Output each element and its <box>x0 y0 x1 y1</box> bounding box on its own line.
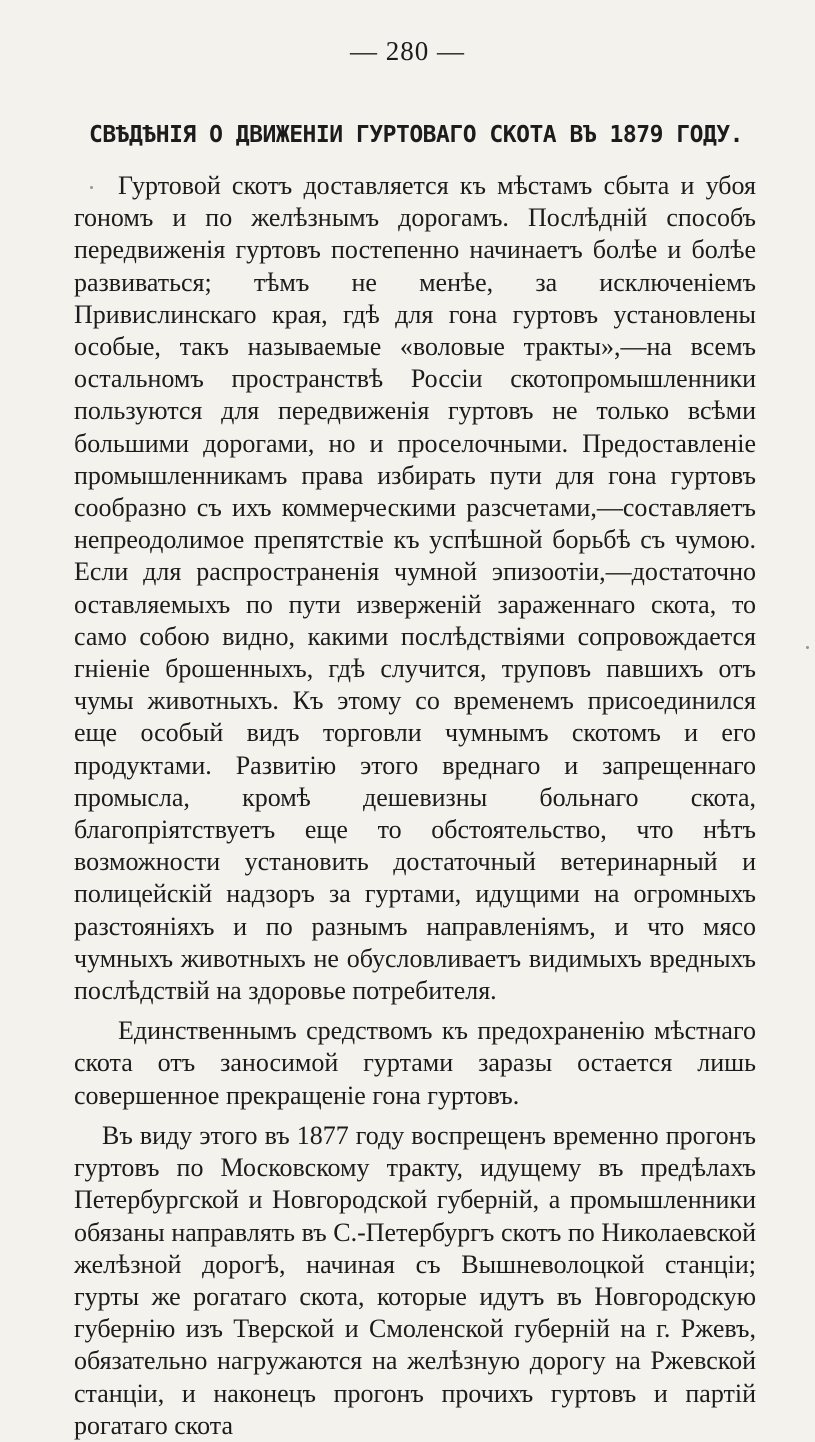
section-heading: СВѢДѢНІЯ О ДВИЖЕНІИ ГУРТОВАГО СКОТА ВЪ 1879 ГОДУ. <box>88 122 743 148</box>
paragraph-1: Гуртовой скотъ доставляется къ мѣстамъ сбыта и убоя гономъ и по желѣзнымъ дорогамъ. Послѣдній способъ передвиженія гуртовъ постепенно начинаетъ болѣе и болѣе развиваться; тѣмъ не менѣе, за исключеніемъ Привислинскаго края, гдѣ для гона гуртовъ установлены особые, такъ называемые «воловые тракты»,—на всемъ остальномъ пространствѣ Россіи скотопромышленники пользуются для передвиженія гуртовъ не только всѣми большими дорогами, но и проселочными. Предоставленіе промышленникамъ права избирать пути для гона гуртовъ сообразно съ ихъ коммерческими разсчетами,—составляетъ непреодолимое препятствіе къ успѣшной борьбѣ съ чумою. Если для распространенія чумной эпизоотіи,—достаточно оставляемыхъ по пути изверженій зараженнаго скота, то само собою видно, какими послѣдствіями сопровождается гніеніе брошенныхъ, гдѣ случится, труповъ павшихъ отъ чумы животныхъ. Къ этому со временемъ присоединился еще особый видъ торговли чумнымъ скотомъ и его продуктами. Развитію этого вреднаго и запрещеннаго промысла, кромѣ дешевизны больнаго скота, благопріятствуетъ еще то обстоятельство, что нѣтъ возможности установить достаточный ветеринарный и полицейскій надзоръ за гуртами, идущими на огромныхъ разстояніяхъ и по разнымъ направленіямъ, и что мясо чумныхъ животныхъ не обусловливаетъ видимыхъ вредныхъ послѣдствій на здоровье потребителя. <box>74 171 756 1006</box>
paper-speck <box>90 186 93 189</box>
body-text <box>74 170 756 1442</box>
paper-speck <box>806 646 809 649</box>
paragraph-3: Въ виду этого въ 1877 году воспрещенъ временно прогонъ гуртовъ по Московскому тракту, идущему въ предѣлахъ Петербургской и Новгородской губерній, а промышленники обязаны направлять въ С.-Петербургъ скотъ по Николаевской желѣзной дорогѣ, начиная съ Вышневолоцкой станціи; гурты же рогатаго скота, которые идутъ въ Новгородскую губернію изъ Тверской и Смоленской губерній на г. Ржевъ, обязательно нагружаются на желѣзную дорогу на Ржевской станціи, и наконецъ прогонъ прочихъ гуртовъ и партій рогатаго скота <box>74 1120 756 1440</box>
paragraph-2: Единственнымъ средствомъ къ предохраненію мѣстнаго скота отъ заносимой гуртами заразы остается лишь совершенное прекращеніе гона гуртовъ. <box>74 1016 756 1110</box>
page-number: — 280 — <box>350 36 465 66</box>
